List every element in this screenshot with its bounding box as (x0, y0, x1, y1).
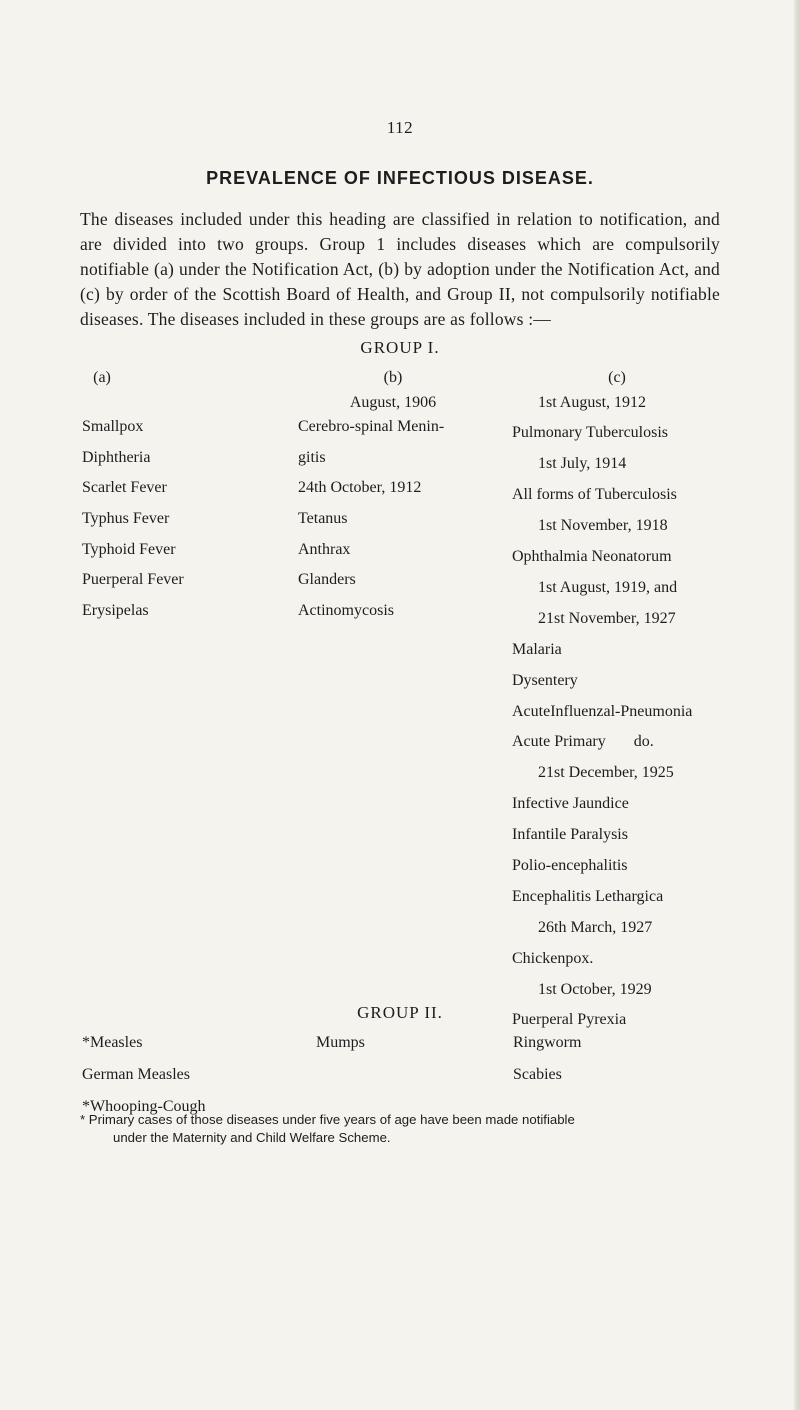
column-c-header: (c) (608, 369, 626, 386)
disease-item: gitis (298, 448, 326, 466)
disease-item: German Measles (82, 1066, 190, 1083)
disease-item: Diphtheria (82, 448, 151, 466)
spacer (82, 391, 272, 416)
disease-item: Encephalitis Lethargica (512, 887, 664, 905)
group-2-title: GROUP II. (357, 1003, 443, 1022)
disease-item: Anthrax (298, 540, 351, 558)
disease-item: Scarlet Fever (82, 479, 167, 497)
disease-item: Pulmonary Tuberculosis (512, 424, 669, 442)
footnote-line-2: under the Maternity and Child Welfare Scheme. (113, 1130, 391, 1145)
disease-item: Puerperal Pyrexia (512, 1011, 627, 1029)
group-2-column-b (316, 1030, 365, 1055)
column-b-date: August, 1906 (349, 393, 437, 411)
date-item: 1st August, 1912 (538, 393, 647, 411)
date-item: 1st July, 1914 (538, 455, 627, 473)
footnote-line-1: * Primary cases of those diseases under five years of age have been made notifiable (80, 1112, 575, 1127)
disease-item: Typhus Fever (82, 509, 170, 527)
disease-item: Ringworm (513, 1034, 582, 1051)
page-number: 112 (386, 118, 414, 137)
disease-item: Actinomycosis (298, 601, 394, 619)
disease-item: Polio-encephalitis (512, 856, 628, 874)
footnote (80, 1111, 740, 1147)
disease-item: *Measles (82, 1034, 143, 1051)
disease-item: Acute Primary do. (512, 733, 654, 751)
group-1-column-a (82, 366, 272, 623)
intro-text: The diseases included under this heading are classified in relation to notification, and are divided into two groups. Group 1 includes diseases which are compulsorily notifiable (a) under the Notification Act, (b) by adoption under the Notification Act, and (c) by order of the Scottish Board of Health, and Group II, not compulsorily notifiable diseases. The diseases included in these groups are as follows :— (80, 209, 720, 329)
column-c-lines (512, 391, 762, 1033)
date-item: 1st November, 1918 (538, 517, 668, 535)
disease-item: Tetanus (298, 509, 348, 527)
disease-item: Puerperal Fever (82, 571, 184, 589)
disease-item: *Whooping-Cough (82, 1098, 206, 1115)
page-edge-shadow (794, 0, 800, 1410)
disease-item: Typhoid Fever (82, 540, 176, 558)
group-2-column-a (82, 1030, 206, 1119)
disease-item: AcuteInfluenzal-Pneumonia (512, 702, 693, 720)
column-b-header: (b) (383, 369, 403, 386)
disease-item: Glanders (298, 571, 356, 589)
disease-item: Ophthalmia Neonatorum (512, 548, 672, 566)
date-item: 26th March, 1927 (538, 918, 653, 936)
date-item: 1st October, 1929 (538, 980, 652, 998)
group-2-column-c (513, 1030, 581, 1087)
date-item: 21st December, 1925 (538, 764, 674, 782)
column-a-header: (a) (93, 369, 111, 386)
date-item: 1st August, 1919, and (538, 578, 678, 596)
disease-item: Chickenpox. (512, 949, 594, 967)
disease-item: Scabies (513, 1066, 562, 1083)
date-item: 21st November, 1927 (538, 609, 676, 627)
disease-item: Dysentery (512, 671, 578, 689)
group-1-column-c (512, 366, 762, 1033)
intro-paragraph (80, 207, 720, 332)
disease-item: Infantile Paralysis (512, 826, 628, 844)
disease-item: Smallpox (82, 418, 144, 436)
disease-item: Infective Jaundice (512, 795, 629, 813)
disease-item: Mumps (316, 1034, 365, 1051)
disease-item: Cerebro-spinal Menin- (298, 418, 445, 436)
group-1-column-b (298, 366, 518, 623)
page-title: PREVALENCE OF INFECTIOUS DISEASE. (206, 168, 594, 188)
disease-item: All forms of Tuberculosis (512, 486, 677, 504)
disease-item: Erysipelas (82, 601, 149, 619)
group-1-title: GROUP I. (360, 338, 440, 357)
date-item: 24th October, 1912 (298, 479, 422, 497)
disease-item: Malaria (512, 640, 562, 658)
